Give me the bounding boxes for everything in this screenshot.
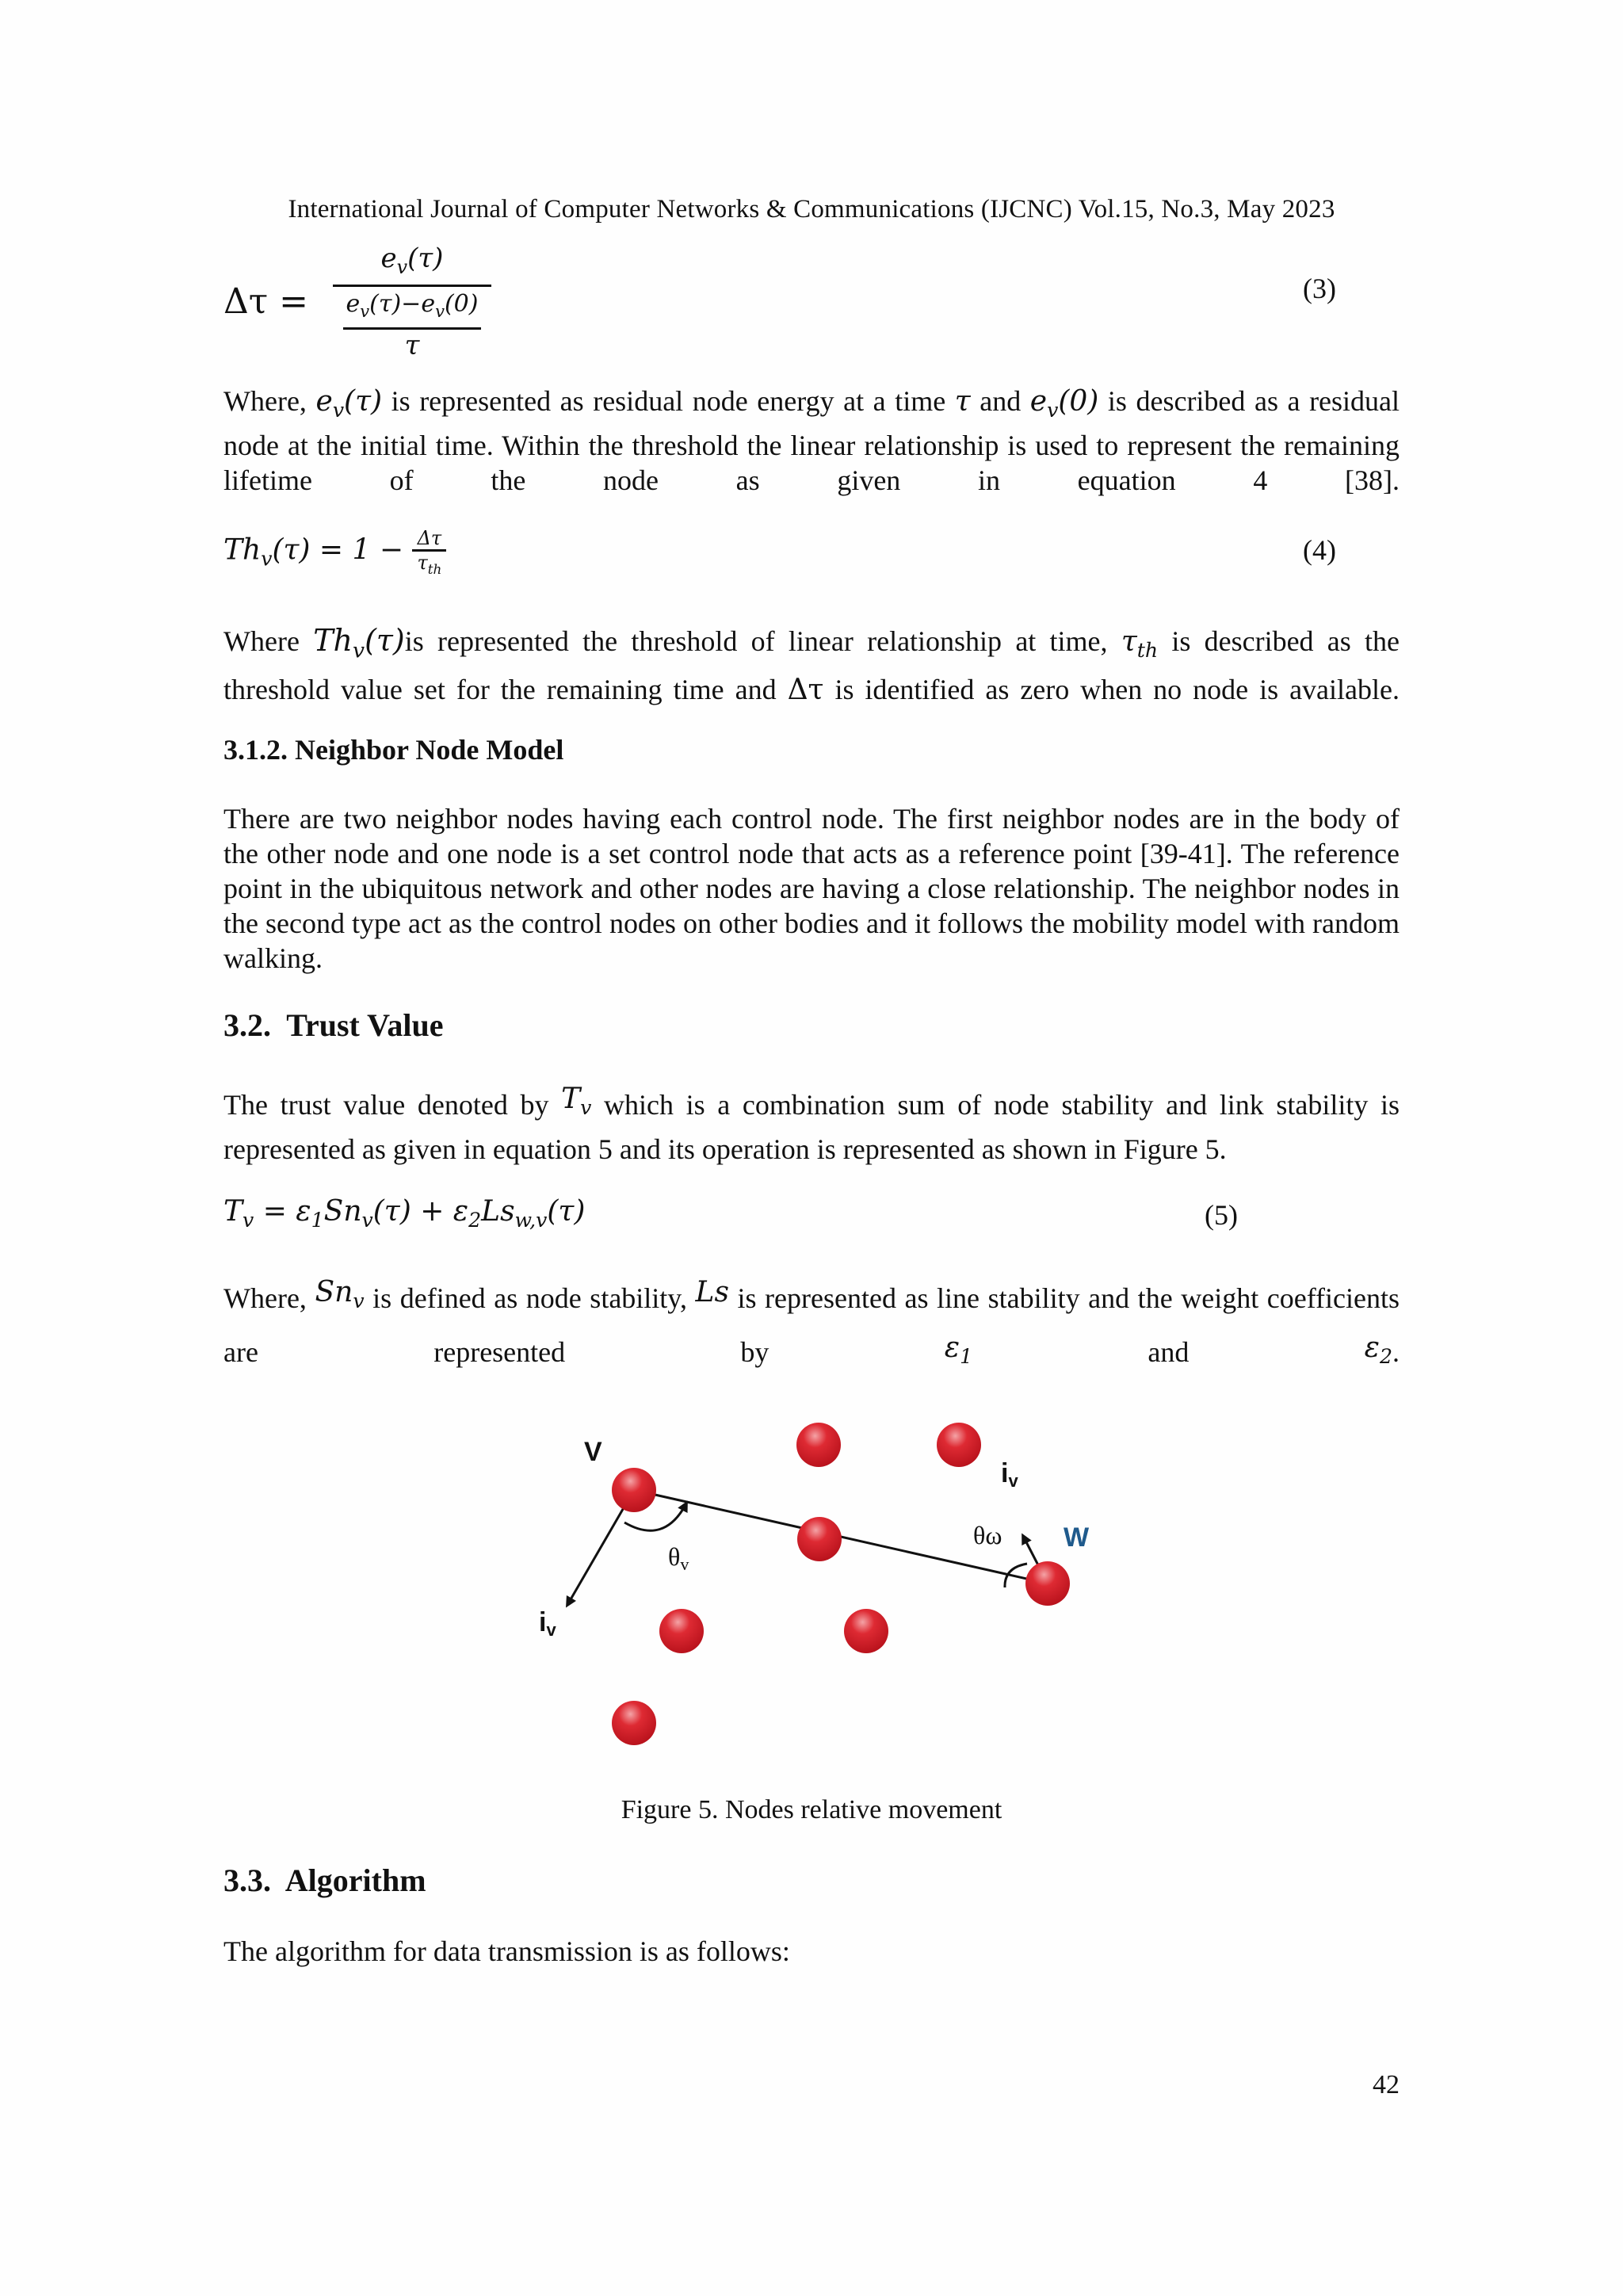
eq3-lhs: Δτ = [223,281,308,322]
math-eps2: $\varepsilon_2$ [1364,1331,1393,1369]
math-thv-tau: $Th_v(\tau)$ [313,623,405,663]
paragraph-algorithm-intro: The algorithm for data transmission is as follows: [223,1935,790,1967]
label-w: W [1064,1522,1090,1553]
math-ev-0: $e_v(0)$ [1029,385,1099,422]
heading-algorithm: 3.3. Algorithm [223,1862,426,1898]
page-number: 42 [1373,2070,1400,2099]
eq4-fraction: $\frac{\Delta\tau}{\tau_{th}}$ [412,527,446,577]
node [937,1423,981,1467]
equation-4: $Th_v(\tau) = 1$ − $\frac{\Delta\tau}{\tau_{th}}$ [223,527,446,577]
node-w [1025,1561,1070,1606]
node [844,1609,888,1653]
math-delta-tau: Δτ [787,673,824,706]
math-ev-tau: $e_v(\tau)$ [315,385,383,422]
node [612,1701,656,1745]
label-theta-w: θω [973,1521,1002,1549]
math-ls: Ls [695,1276,729,1308]
label-theta-v: θv [668,1542,689,1574]
eq5-number: (5) [1205,1199,1238,1231]
paragraph-residual-energy: Where, $e_v(\tau)$ is represented as residual node energy at a time τ and $e_v(0)$ is described as a residual node at the initial time. Within the threshold the linear relationship is used to represent the remaining lifetime of the node as given in equation 4 [38]. [223,385,1400,497]
math-tau-th: $\tau_{th}$ [1121,625,1159,663]
eq3-inner-fraction: $e_v(\tau)-e_v(0)$ [333,285,491,330]
eq3-fraction [333,241,491,361]
label-iv-right: iv [1001,1458,1018,1491]
figure-caption: Figure 5. Nodes relative movement [621,1795,1002,1824]
journal-header: International Journal of Computer Networks & Communications (IJCNC) Vol.15, No.3, May 2023 [288,195,1335,223]
math-tau: τ [954,385,971,418]
paragraph-node-stability: Where, $Sn_v$ is defined as node stability, Ls is represented as line stability and the weight coefficients are represented by $\varepsilon_1$ and $\varepsilon_2$. [223,1276,1400,1369]
equation-3 [223,240,308,322]
eq3-number: (3) [1303,273,1336,304]
node [796,1423,841,1467]
node-v [612,1468,656,1512]
math-eps1: $\varepsilon_1$ [944,1331,973,1369]
heading-neighbor-node-model: 3.1.2. Neighbor Node Model [223,734,564,766]
node [659,1609,704,1653]
eq3-bottom: τ [404,329,420,361]
heading-trust-value: 3.2. Trust Value [223,1007,444,1043]
eq3-top-numerator: $e_v(\tau)$ [380,243,444,278]
paragraph-neighbor-nodes: There are two neighbor nodes having each control node. The first neighbor nodes are in the body of the other node and one node is a set control node that acts as a reference point [39-41]. The reference point in the ubiquitous network and other nodes are having a close relationship. The neighbor nodes in the second type act as the control nodes on other bodies and it follows the mobility model with random walking. [223,803,1400,974]
paragraph-threshold: Where $Th_v(\tau)is$ represented the threshold of linear relationship at time, $\tau_{th}$ is described as the threshold value set for the remaining time and Δτ is identified as zero when no node is available. [223,623,1400,706]
math-tv: $T_v$ [561,1083,592,1120]
label-iv-left: iv [539,1607,556,1640]
label-v: V [584,1437,602,1467]
equation-5: $T_v = \varepsilon_1Sn_v(\tau) + \varepsilon_2Ls_{w,v}(\tau)$ [223,1195,586,1232]
paragraph-trust-value: The trust value denoted by $T_v$ which is a combination sum of node stability and link stability is represented as given in equation 5 and its operation is represented as shown in Figure 5. [223,1083,1400,1166]
figure-nodes-relative-movement [507,1411,1109,1759]
eq4-number: (4) [1303,534,1336,566]
math-snv: $Sn_v$ [315,1276,365,1313]
node [797,1517,842,1561]
